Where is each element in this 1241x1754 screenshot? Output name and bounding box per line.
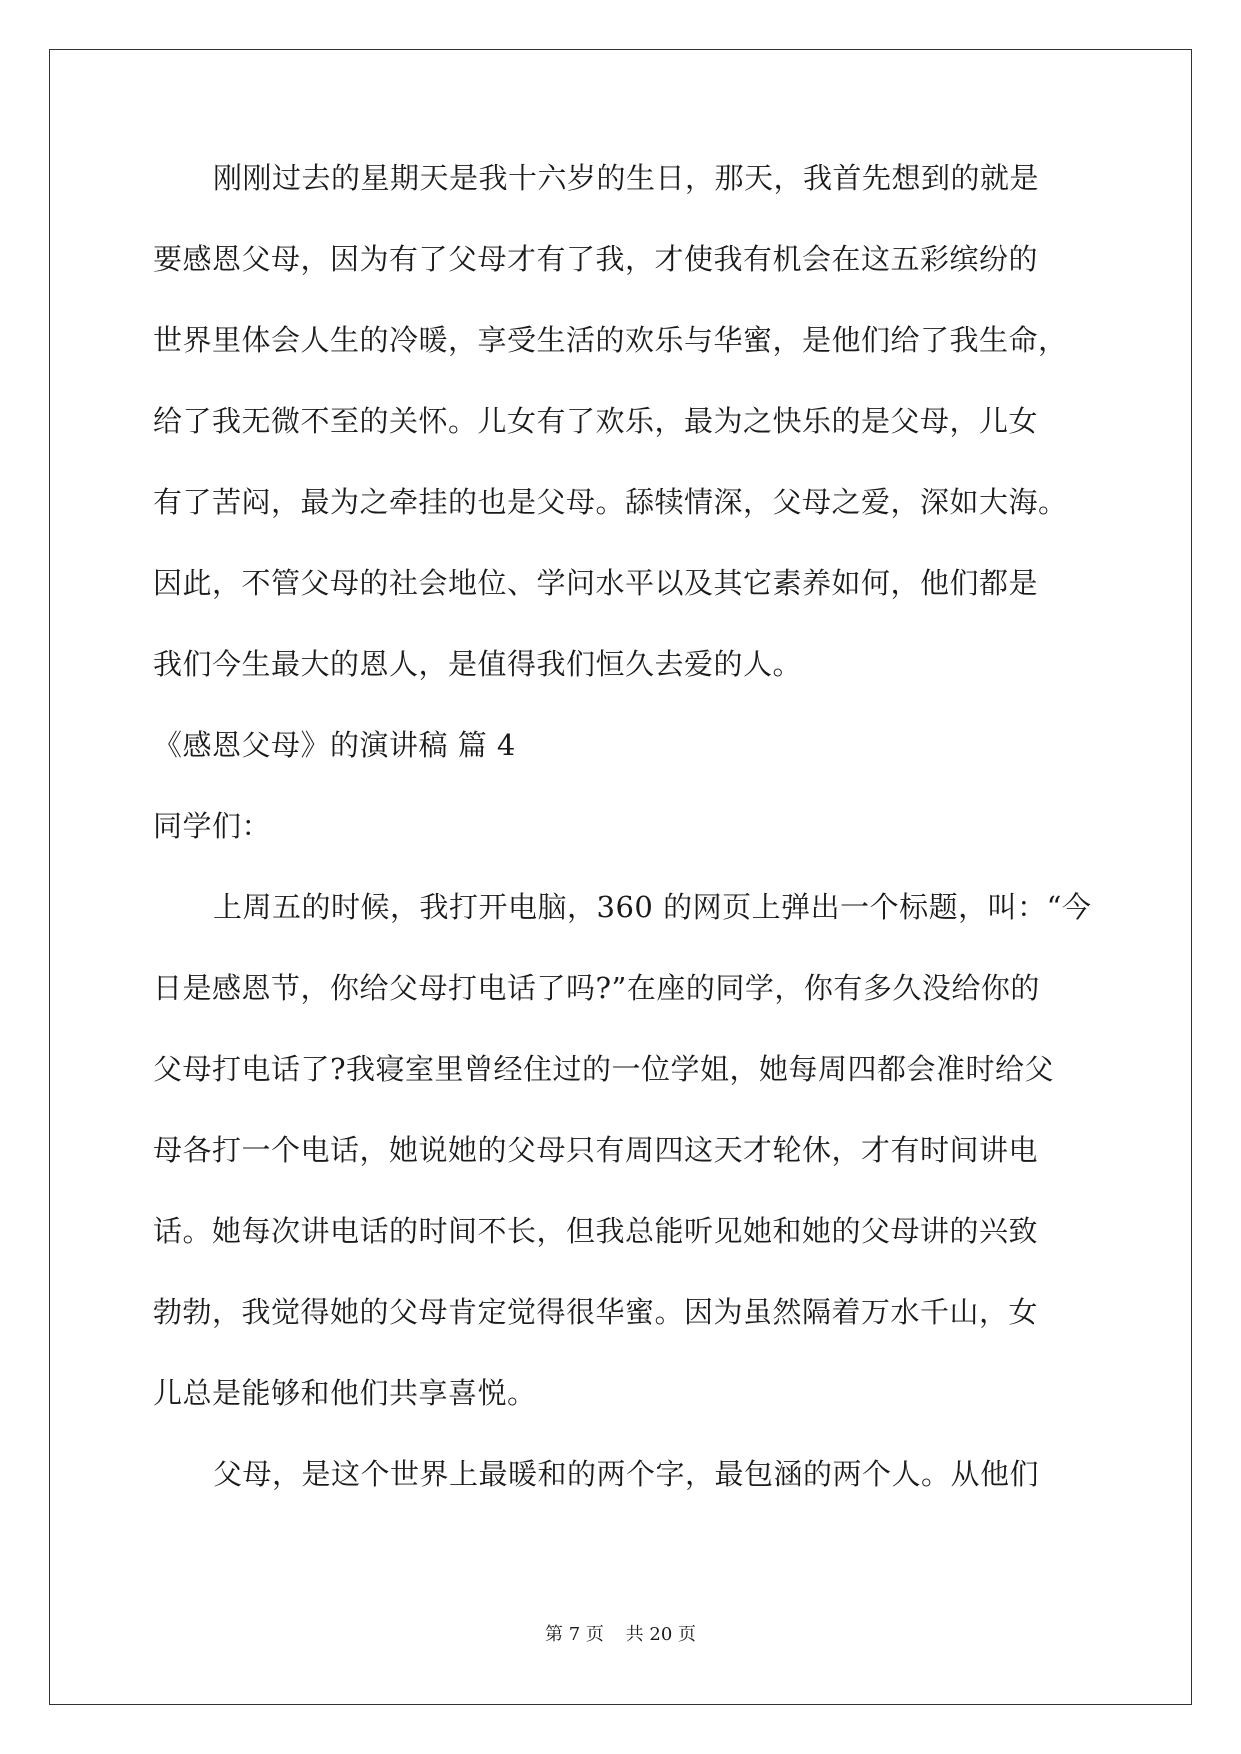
paragraph-line: 给了我无微不至的关怀。儿女有了欢乐，最为之快乐的是父母，儿女 [153, 404, 1039, 438]
paragraph-line: 我们今生最大的恩人，是值得我们恒久去爱的人。 [153, 647, 803, 681]
paragraph-line: 母各打一个电话，她说她的父母只有周四这天才轮休，才有时间讲电 [153, 1133, 1039, 1167]
paragraph-line: 因此，不管父母的社会地位、学问水平以及其它素养如何，他们都是 [153, 566, 1039, 600]
paragraph-line: 勃勃，我觉得她的父母肯定觉得很华蜜。因为虽然隔着万水千山，女 [153, 1295, 1039, 1329]
paragraph-line: 有了苦闷，最为之牵挂的也是父母。舔犊情深，父母之爱，深如大海。 [153, 485, 1068, 519]
paragraph-line: 日是感恩节，你给父母打电话了吗?”在座的同学，你有多久没给你的 [153, 971, 1040, 1005]
page-number: 第 7 页 [545, 1624, 604, 1645]
salutation: 同学们： [153, 809, 272, 843]
paragraph-line: 刚刚过去的星期天是我十六岁的生日，那天，我首先想到的就是 [213, 161, 1040, 195]
page-footer [0, 1620, 1241, 1646]
paragraph-line: 上周五的时候，我打开电脑，360 的网页上弹出一个标题，叫：“今 [213, 890, 1092, 924]
paragraph-line: 父母打电话了?我寝室里曾经住过的一位学姐，她每周四都会准时给父 [153, 1052, 1055, 1086]
paragraph-line: 父母，是这个世界上最暖和的两个字，最包涵的两个人。从他们 [213, 1457, 1040, 1491]
page-total: 共 20 页 [625, 1624, 696, 1645]
paragraph-line: 话。她每次讲电话的时间不长，但我总能听见她和她的父母讲的兴致 [153, 1214, 1039, 1248]
paragraph-line: 儿总是能够和他们共享喜悦。 [153, 1376, 537, 1410]
paragraph-line: 要感恩父母，因为有了父母才有了我，才使我有机会在这五彩缤纷的 [153, 242, 1039, 276]
paragraph-line: 世界里体会人生的冷暖，享受生活的欢乐与华蜜，是他们给了我生命， [153, 323, 1068, 357]
document-body [153, 158, 1092, 1535]
section-heading: 《感恩父母》的演讲稿 篇 4 [153, 728, 516, 762]
